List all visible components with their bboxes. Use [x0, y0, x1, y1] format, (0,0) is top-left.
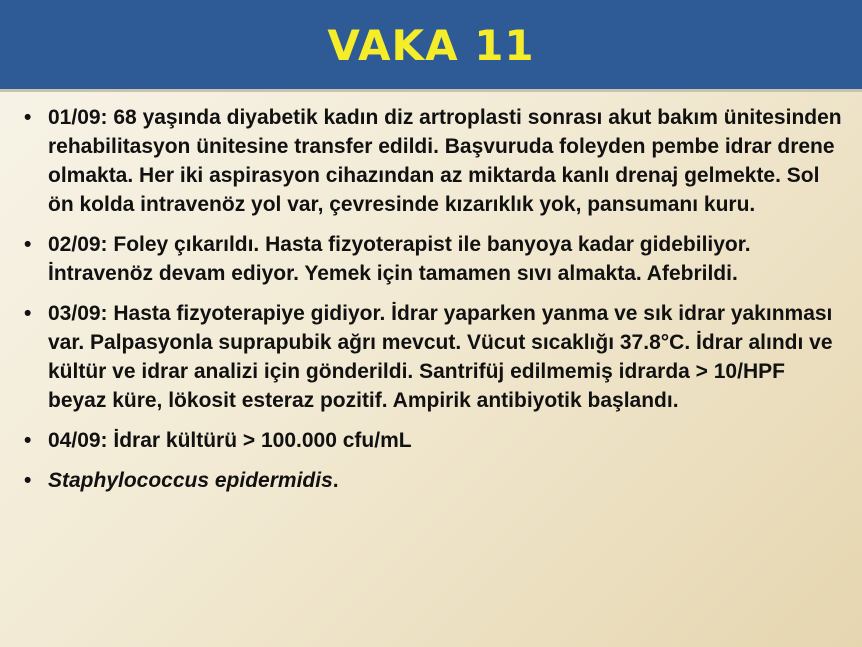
- bullet-marker: •: [24, 469, 32, 492]
- title-bar: [0, 0, 862, 92]
- bullet-item-2: [22, 230, 842, 288]
- organism-name: Staphylococcus epidermidis: [48, 469, 333, 492]
- bullet-marker: •: [24, 106, 32, 129]
- bullet-item-1: [22, 103, 842, 219]
- bullet-item-3: [22, 299, 842, 415]
- bullet-marker: •: [24, 429, 32, 452]
- bullet-text: 02/09: Foley çıkarıldı. Hasta fizyoterapist ile banyoya kadar gidebiliyor. İntravenöz devam ediyor. Yemek için tamamen sıvı almakta. Afebrildi.: [48, 233, 751, 285]
- bullet-text: 03/09: Hasta fizyoterapiye gidiyor. İdrar yaparken yanma ve sık idrar yakınması var. Palpasyonla suprapubik ağrı mevcut. Vücut sıcaklığı 37.8°C. İdrar alındı ve kültür ve idrar analizi için gönderildi. Santrifüj edilmemiş idrarda > 10/HPF beyaz küre, lökosit esteraz pozitif. Ampirik antibiyotik başlandı.: [48, 302, 833, 412]
- bullet-text: 04/09: İdrar kültürü > 100.000 cfu/mL: [48, 429, 412, 452]
- bullet-item-4: [22, 426, 842, 455]
- bullet-marker: •: [24, 302, 32, 325]
- bullet-text: 01/09: 68 yaşında diyabetik kadın diz artroplasti sonrası akut bakım ünitesinden rehabilitasyon ünitesine transfer edildi. Başvuruda foleyden pembe idrar drene olmakta. Her iki aspirasyon cihazından az miktarda kanlı drenaj gelmekte. Sol ön kolda intravenöz yol var, çevresinde kızarıklık yok, pansumanı kuru.: [48, 106, 842, 216]
- bullet-item-5: [22, 466, 842, 495]
- bullet-marker: •: [24, 233, 32, 256]
- bullet-suffix: .: [332, 469, 339, 492]
- slide-title: VAKA 11: [327, 21, 535, 70]
- bullet-list: [22, 103, 842, 506]
